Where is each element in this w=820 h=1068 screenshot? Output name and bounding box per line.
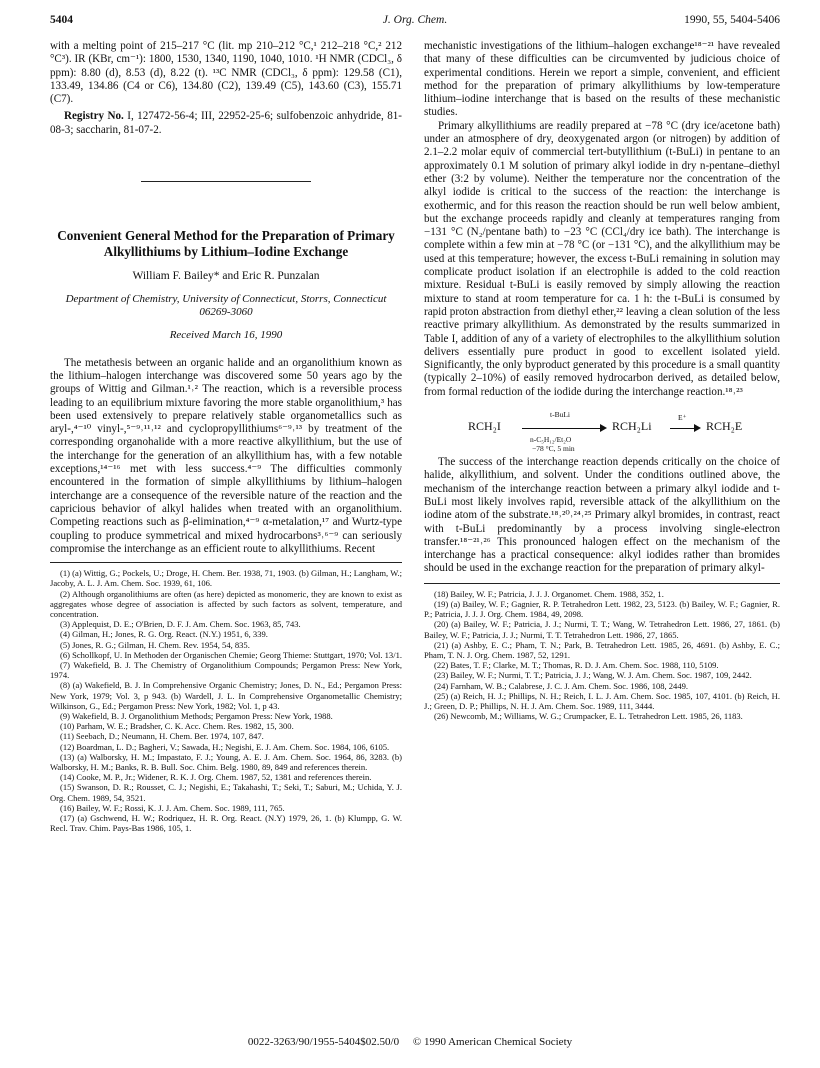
- page-footer: [0, 1036, 820, 1048]
- paragraph-intro: The metathesis between an organic halide and an organolithium known as the lithium–halogen interchange was discovered some 50 years ago by the groups of Wittig and Gilman.¹˒² The reaction, which is a reversible process leading to an equilibrium mixture favoring the more stable organolithium,³ has been used extensively to prepare relatively stable organometallics such as aryl-,⁴⁻¹⁰ vinyl-,⁵⁻⁹˒¹¹˒¹² and cyclopropyllithiums⁶⁻⁹˒¹³ by treatment of the corresponding organohalide with a more reactive alkyllithium, but the use of the interchange for the generation of an alkyllithium has, with a few notable exceptions,¹⁴⁻¹⁶ met with less success.⁴⁻⁹ The difficulties commonly encountered in the formation of simple alkyllithiums by lithium–halogen interchange are a consequence of the reversible nature of the reaction and the capricious behavior of alkyl halides when treated with an organolithium. Competing reactions such as β-elimination,⁴⁻⁹ α-metalation,¹⁷ and Wurtz-type coupling to produce symmetrical and mixed hydrocarbons³˒⁶⁻⁹ can seriously compromise the interchange as an efficient route to alkyllithiums. Recent: [50, 356, 402, 555]
- footnote-item: (8) (a) Wakefield, B. J. In Comprehensive Organic Chemistry; Jones, D. N., Ed.; Pergamon Press: New York, 1979; Vol. 3, p 943. (b) Wardell, J. L. In Comprehensive Organometallic Chemistry; Wilkinson, G., Ed.; Pergamon Press: New York, 1982; Vol. 1, p 43.: [50, 680, 402, 711]
- footnote-item: (25) (a) Reich, H. J.; Phillips, N. H.; Reich, I. L. J. Am. Chem. Soc. 1985, 107, 4101. (b) Reich, H. J.; Green, D. P.; Phillips, N. H. J. Am. Chem. Soc. 1989, 111, 3444.: [424, 690, 780, 711]
- reaction-scheme: [424, 408, 780, 454]
- journal-title: J. Org. Chem.: [382, 14, 448, 26]
- footnote-item: (15) Swanson, D. R.; Rousset, C. J.; Negishi, E.; Takahashi, T.; Seki, T.; Saburi, M.; Uchida, Y. J. Org. Chem. 1989, 54, 3521.: [50, 782, 402, 803]
- footnote-item: (26) Newcomb, M.; Williams, W. G.; Crumpacker, E. L. Tetrahedron Lett. 1985, 26, 1183.: [434, 711, 743, 722]
- footnote-item: (7) Wakefield, B. J. The Chemistry of Organolithium Compounds; Pergamon Press: New York, 1974.: [50, 659, 402, 681]
- article-title: Convenient General Method for the Preparation of Primary Alkyllithiums by Lithium–Iodine Exchange: [57, 228, 395, 259]
- footnote-item: (1) (a) Wittig, G.; Pockels, U.; Droge, H. Chem. Ber. 1938, 71, 1903. (b) Gilman, H.; Langham, W.; Jacoby, A. L. J. Am. Chem. Soc. 1939, 61, 106.: [50, 568, 402, 589]
- footnotes-right: [424, 589, 780, 722]
- footnote-separator: [50, 562, 402, 563]
- footnote-item: (14) Cooke, M. P., Jr.; Widener, R. K. J. Org. Chem. 1987, 52, 1381 and references therein.: [60, 772, 372, 783]
- journal-volume-pages: 1990, 55, 5404-5406: [684, 14, 780, 26]
- footnote-item: (2) Although organolithiums are often (as here) depicted as monomeric, they are known to exist as aggregates whose degree of association is affected by such factors as solvent, temperature, and concentration.: [50, 588, 402, 619]
- scheme-arrowhead-1: [600, 424, 607, 432]
- paragraph-mechanism: The success of the interchange reaction depends critically on the choice of halide, alkyllithium, and solvent. Under the conditions outlined above, the mechanism of the interchange reaction between a primary alkyl iodide and t-BuLi most likely involves rapid, reversible attack of the alkyllithium on the iodine atom of the substrate.¹⁸˒²⁰˒²⁴˒²⁵ Primary alkyl bromides, in contrast, react with t-BuLi predominantly by a process involving single-electron transfer.¹⁸⁻²¹˒²⁶ This pronounced halogen effect on the mechanism of the interchange has a practical consequence: alkyl iodides rather than bromides should be used in the exchange reaction for the preparation of primary alkyl-: [424, 456, 780, 575]
- footnote-item: (6) Schollkopf, U. In Methoden der Organischen Chemie; Georg Thieme: Stuttgart, 1970; Vol. 13/1.: [60, 649, 402, 660]
- scheme-product: RCH₂E: [706, 419, 743, 434]
- scheme-solvent: n-C₅H₁₂/Et₂O: [530, 435, 572, 445]
- received-date: Received March 16, 1990: [169, 329, 283, 342]
- footnote-item: (9) Wakefield, B. J. Organolithium Methods; Pergamon Press: New York, 1988.: [60, 710, 333, 721]
- footnotes-left: [50, 568, 402, 833]
- scheme-arrow-1: [522, 428, 602, 429]
- prev-article-experimental: with a melting point of 215–217 °C (lit. mp 210–212 °C,¹ 212–218 °C,² 212 °C³). IR (KBr, cm⁻¹): 1800, 1530, 1340, 1190, 1040, 1010. ¹H NMR (CDCl₃, δ ppm): 8.80 (d), 8.53 (d), 8.22 (t). ¹³C NMR (CDCl₃, δ ppm): 129.58 (C1), 133.49, 134.86 (C4 or C6), 134.80 (C2), 139.49 (C5), 143.60 (C3), 155.71 (C7).: [50, 40, 402, 106]
- registry-label: Registry No.: [64, 110, 124, 123]
- footnote-item: (13) (a) Walborsky, H. M.; Impastato, F. J.; Young, A. E. J. Am. Chem. Soc. 1964, 86, 3283. (b) Walborsky, H. M.; Banks, R. B. Bull. Soc. Chim. Belg. 1980, 89, 849 and references therein.: [50, 751, 402, 772]
- footnote-item: (18) Bailey, W. F.; Patricia, J. J. J. Organomet. Chem. 1988, 352, 1.: [434, 588, 664, 599]
- article-separator: [141, 181, 311, 182]
- footnote-item: (10) Parham, W. E.; Bradsher, C. K. Acc. Chem. Res. 1982, 15, 300.: [60, 721, 294, 732]
- prev-article-registry: [50, 110, 402, 137]
- footnote-item: (4) Gilman, H.; Jones, R. G. Org. React. (N.Y.) 1951, 6, 339.: [60, 629, 268, 640]
- footnote-item: (24) Farnham, W. B.; Calabrese, J. C. J. Am. Chem. Soc. 1986, 108, 2449.: [434, 680, 689, 691]
- paragraph-procedure: Primary alkyllithiums are readily prepared at −78 °C (dry ice/acetone bath) under an atmosphere of dry, deoxygenated argon (or nitrogen) by addition of 2.1–2.2 molar equiv of commercial tert-butyllithium (t-BuLi) in pentane to an approximately 0.1 M solution of primary alkyl iodide in dry n-pentane–diethyl ether (3:2 by volume). Neither the temperature nor the concentration of the alkyl iodide is critical to the success of the reaction: the interchange is exothermic, and for this reason the reaction should be run well below ambient, but the exchange proceeds rapidly and cleanly at temperatures ranging from −131 °C (N₂/pentane bath) to −23 °C (CCl₄/dry ice bath). The interchange is complete within a few min at −78 °C (or −131 °C), and the alkyllithium may be used at this temperature; however, the excess t-BuLi remaining in solution may complicate product isolation if an electrophile is added to the cold reaction mixture. Residual t-BuLi is easily removed by simply allowing the reaction mixture to stand at room temperature for ca. 1 h: the t-BuLi is consumed by rapid proton abstraction from diethyl ether,²² leaving a clean solution of the less reactive primary alkyllithium. As demonstrated by the results summarized in Table I, addition of any of a variety of electrophiles to the alkyllithium solution delivers essentially pure product in good to excellent isolated yield. Significantly, the only byproduct generated by this procedure is a small quantity (typically 2–10%) of easily removed hydrocarbon derived, as detailed below, from formal reduction of the iodide during the interchange reaction.¹⁸˒²³: [424, 119, 780, 398]
- article-affiliation: Department of Chemistry, University of Connecticut, Storrs, Connecticut 06269-3060: [65, 293, 387, 319]
- article-code: 0022-3263/90/1955-5404$02.50/0: [247, 1036, 400, 1048]
- page-number: 5404: [50, 14, 73, 26]
- scheme-arrow-2: [670, 428, 696, 429]
- scheme-conditions: −78 °C, 5 min: [532, 444, 575, 454]
- footnote-item: (20) (a) Bailey, W. F.; Patricia, J. J.; Nurmi, T. T.; Wang, W. Tetrahedron Lett. 1986, 27, 1861. (b) Bailey, W. F.; Patricia, J. J.; Nurmi, T. T. Tetrahedron Lett. 1986, 27, 1865.: [424, 619, 780, 640]
- footnote-item: (22) Bates, T. F.; Clarke, M. T.; Thomas, R. D. J. Am. Chem. Soc. 1988, 110, 5109.: [434, 660, 719, 671]
- scheme-arrowhead-2: [694, 424, 701, 432]
- running-header: [50, 14, 780, 30]
- footnote-item: (12) Boardman, L. D.; Bagheri, V.; Sawada, H.; Negishi, E. J. Am. Chem. Soc. 1984, 106, 6105.: [60, 741, 390, 752]
- registry-text: I, 127472-56-4; III, 22952-25-6; sulfobenzoic anhydride, 81-08-3; saccharin, 81-07-2.: [50, 110, 402, 136]
- footnote-item: (11) Seebach, D.; Neumann, H. Chem. Ber. 1974, 107, 847.: [60, 731, 264, 742]
- footnote-item: (16) Bailey, W. F.; Rossi, K. J. J. Am. Chem. Soc. 1989, 111, 765.: [60, 802, 285, 813]
- footnote-item: (5) Jones, R. G.; Gilman, H. Chem. Rev. 1954, 54, 835.: [60, 639, 250, 650]
- right-column: [424, 40, 780, 721]
- scheme-reagent: t-BuLi: [550, 410, 570, 420]
- left-column: [50, 40, 402, 833]
- footnote-item: (19) (a) Bailey, W. F.; Gagnier, R. P. Tetrahedron Lett. 1982, 23, 5123. (b) Bailey, W. F.; Gagnier, R. P.; Patricia, J. J. J. Org. Chem. 1984, 49, 2098.: [424, 598, 780, 620]
- article-authors: William F. Bailey* and Eric R. Punzalan: [132, 270, 320, 283]
- footnote-separator-right: [424, 583, 780, 584]
- footnote-item: (17) (a) Gschwend, H. W.; Rodriquez, H. R. Org. React. (N.Y) 1979, 26, 1. (b) Klumpp, G. W. Recl. Trav. Chim. Pays-Bas 1986, 105, 1.: [50, 813, 402, 834]
- paragraph-intro-continued: mechanistic investigations of the lithium–halogen exchange¹⁸⁻²¹ have revealed that many of these difficulties can be circumvented by judicious choice of experimental conditions. Herein we report a simple, convenient, and efficient method for the preparation of primary alkyllithiums by low-temperature lithium–iodine interchange that is based on the results of these mechanistic studies.: [424, 40, 780, 119]
- footnote-item: (23) Bailey, W. F.; Nurmi, T. T.; Patricia, J. J.; Wang, W. J. Am. Chem. Soc. 1987, 109, 2442.: [434, 670, 752, 681]
- scheme-electrophile: E⁺: [678, 413, 687, 423]
- journal-name: [50, 14, 780, 26]
- scheme-intermediate: RCH₂Li: [612, 419, 652, 434]
- scheme-reactant: RCH₂I: [468, 419, 501, 434]
- copyright: © 1990 American Chemical Society: [412, 1036, 573, 1048]
- footnote-item: (21) (a) Ashby, E. C.; Pham, T. N.; Park, B. Tetrahedron Lett. 1985, 26, 4691. (b) Ashby, E. C.; Pham, T. N. J. Org. Chem. 1987, 52, 1291.: [424, 639, 780, 660]
- footnote-item: (3) Applequist, D. E.; O'Brien, D. F. J. Am. Chem. Soc. 1963, 85, 743.: [60, 619, 301, 630]
